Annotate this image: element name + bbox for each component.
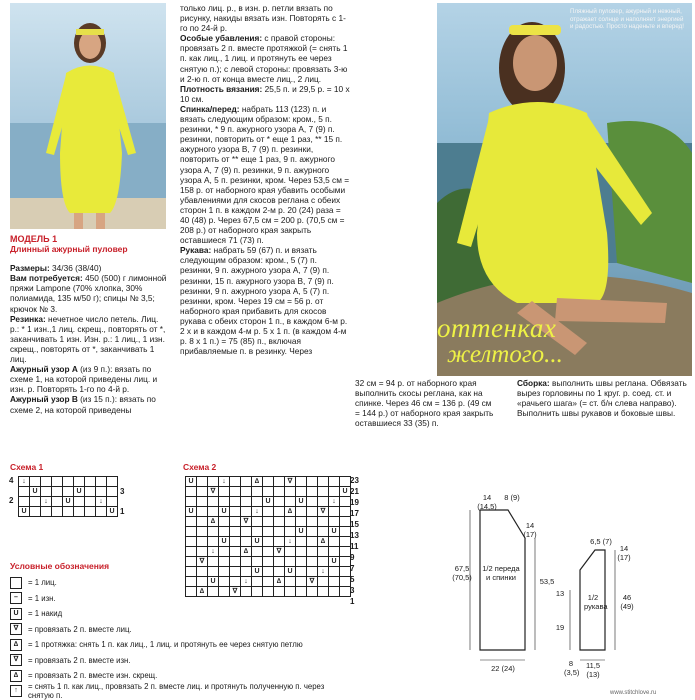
chart-cell (318, 547, 329, 557)
scheme2-row-number: 15 (350, 520, 359, 529)
chart-cell (30, 507, 41, 517)
chart-cell (241, 527, 252, 537)
chart-cell: U (63, 497, 74, 507)
chart-cell (274, 557, 285, 567)
chart-cell (263, 477, 274, 487)
chart-cell (296, 507, 307, 517)
chart-cell (186, 497, 197, 507)
legend-symbol: ∇ (10, 623, 22, 635)
chart-cell (296, 557, 307, 567)
chart-cell: U (74, 487, 85, 497)
chart-cell: U (186, 507, 197, 517)
chart-cell (74, 507, 85, 517)
chart-cell (263, 537, 274, 547)
chart-cell: U (219, 537, 230, 547)
chart-cell (318, 557, 329, 567)
legend-list (10, 575, 340, 699)
chart-cell: U (252, 567, 263, 577)
body-label: 1/2 переда и спинки (482, 564, 520, 582)
chart-cell (241, 477, 252, 487)
chart-cell (197, 477, 208, 487)
chart-cell (252, 547, 263, 557)
chart-cell: U (19, 507, 30, 517)
chart-cell (219, 547, 230, 557)
legend-text: = 1 лиц. (28, 578, 57, 588)
chart-cell (85, 507, 96, 517)
chart-cell (197, 497, 208, 507)
chart-cell (285, 487, 296, 497)
chart-cell (208, 507, 219, 517)
sleeve-bottom: 11,5 (13) (585, 661, 601, 679)
chart-cell (219, 487, 230, 497)
chart-cell (241, 557, 252, 567)
chart-cell (230, 487, 241, 497)
column3-text: 32 см = 94 р. от наборного края выполнить скосы реглана, как на спинке. Через 46 см = 136 р. (49 см = 144 р.) от наборного края закрыть оставшиеся 33 (35) п. (355, 378, 494, 429)
chart-cell (274, 507, 285, 517)
chart-cell: ↓ (96, 497, 107, 507)
chart-cell (252, 557, 263, 567)
chart-cell (52, 497, 63, 507)
chart-cell (329, 477, 340, 487)
photo-caption: Пляжный пуловер, ажурный и нежный, отражает солнце и наполняет энергией и радостью. Просто наденьте и вперед! (570, 8, 685, 31)
chart-cell (197, 527, 208, 537)
chart-cell: ∆ (318, 537, 329, 547)
chart-cell (252, 487, 263, 497)
chart-cell (274, 497, 285, 507)
chart-cell (285, 547, 296, 557)
chart-cell (186, 557, 197, 567)
chart-cell (63, 477, 74, 487)
scheme2-row-number: 13 (350, 531, 359, 540)
chart-cell (318, 477, 329, 487)
chart-cell (41, 487, 52, 497)
chart-cell: U (329, 557, 340, 567)
chart-cell (307, 537, 318, 547)
chart-cell (329, 517, 340, 527)
chart-cell (263, 517, 274, 527)
chart-cell (96, 507, 107, 517)
chart-cell (219, 527, 230, 537)
photo-left (10, 3, 166, 229)
chart-cell (340, 517, 351, 527)
chart-cell: ↓ (285, 537, 296, 547)
intro: только лиц. р., в изн. р. петли вязать по рисунку, накиды вязать изн. Повторять с 1-го по 24-й р. (180, 3, 346, 34)
chart-cell: ∆ (197, 587, 208, 597)
chart-cell (307, 527, 318, 537)
legend-text: = снять 1 п. как лиц., провязать 2 п. вместе лиц. и протянуть полученную п. через снятую п. (28, 682, 325, 700)
chart-cell (208, 527, 219, 537)
sleeve-top: 6,5 (7) (590, 537, 612, 546)
chart-cell (63, 507, 74, 517)
chart-cell: ∆ (274, 577, 285, 587)
chart-cell: ∇ (208, 487, 219, 497)
decreases: Особые убавления: с правой стороны: провязать 2 п. вместе протяжкой (= снять 1 п. как лиц., 1 лиц. и протянуть ее через снятую п.); с левой стороны: провязать 3-ю и 2-ю п. от конца вместе лиц., 2 лиц. (180, 33, 348, 84)
chart-cell: ↓ (329, 497, 340, 507)
legend-item (10, 637, 340, 653)
chart-cell (19, 497, 30, 507)
chart-cell (296, 517, 307, 527)
scheme1-row-3: 3 (120, 487, 125, 496)
model-text (10, 234, 168, 415)
chart-cell (263, 557, 274, 567)
watermark: www.stitchlove.ru (610, 690, 657, 696)
chart-cell (52, 477, 63, 487)
chart-cell (186, 487, 197, 497)
scheme2-title: Схема 2 (183, 462, 217, 472)
model-subtitle: Длинный ажурный пуловер (10, 244, 128, 255)
sleeve-left-mid: 13 (555, 589, 565, 598)
body-right-height: 53,5 (539, 577, 555, 586)
chart-cell: U (340, 487, 351, 497)
chart-cell (285, 557, 296, 567)
chart-cell (241, 497, 252, 507)
chart-cell (107, 477, 118, 487)
chart-cell (274, 537, 285, 547)
chart-cell (230, 517, 241, 527)
legend-symbol: ∆ (10, 670, 22, 682)
chart-cell (208, 477, 219, 487)
chart-cell (274, 487, 285, 497)
chart-cell (307, 477, 318, 487)
legend-item (10, 606, 340, 622)
scheme2-row-number: 9 (350, 553, 355, 562)
chart-cell: ↓ (252, 507, 263, 517)
chart-cell (318, 527, 329, 537)
legend-item (10, 591, 340, 607)
chart-cell (30, 497, 41, 507)
density: Плотность вязания: 25,5 п. и 29,5 р. = 10 х 10 см. (180, 83, 350, 104)
chart-cell: U (186, 477, 197, 487)
back-front: Спинка/перед: набрать 113 (123) п. и вязать следующим образом: кром., 5 п. резинки, * 9 п. ажурного узора А, 7 (9) п. резинки, повторить от * еще 1 раз, ** 15 п. ажурного узора В, 7 (9) п. резинки, повторить от ** еще 1 раз, 9 п. ажурного узора А, 7 (9) п. резинки, 9 п. ажурного узора А, 5 п. резинки, кром. Через 53,5 см = 158 р. от наборного края убавить особыми убавлениями для скосов реглана с обеих сторон 1 п. в каждом 2-м р. 20 (24) раза = 40 (48) р. Через 67,5 см = 200 р. (70,5 см = 208 р.) от наборного края закрыть оставшиеся 71 (73) п. (180, 103, 350, 246)
chart-cell (307, 507, 318, 517)
chart-cell (296, 477, 307, 487)
chart-cell (208, 537, 219, 547)
chart-cell: U (329, 527, 340, 537)
photo-right (437, 3, 692, 376)
assembly-text: Сборка: выполнить швы реглана. Обвязать вырез горловины по 1 круг. р. соед. ст. и «рачьего шага» (= ст. б/н слева направо). Выполнить швы рукавов и боковые швы. (517, 378, 687, 419)
chart-cell (41, 477, 52, 487)
chart-cell (307, 517, 318, 527)
chart-cell (30, 477, 41, 487)
chart-cell (52, 487, 63, 497)
legend-symbol: U (10, 608, 22, 620)
headline-line1: оттенках (437, 313, 557, 343)
chart-cell (241, 487, 252, 497)
chart-cell: U (263, 497, 274, 507)
chart-cell (340, 507, 351, 517)
sizes: Размеры: 34/36 (38/40) (10, 263, 102, 274)
chart-cell (340, 527, 351, 537)
chart-cell (252, 527, 263, 537)
chart-cell (340, 587, 351, 597)
chart-cell (329, 487, 340, 497)
chart-cell: U (296, 497, 307, 507)
chart-cell (340, 567, 351, 577)
legend-text: = 1 накид (28, 609, 63, 619)
chart-cell (340, 477, 351, 487)
chart-cell (230, 547, 241, 557)
chart-cell (296, 487, 307, 497)
chart-cell: ∇ (197, 557, 208, 567)
scheme1-title: Схема 1 (10, 462, 44, 472)
sleeve-left-low: 19 (555, 623, 565, 632)
chart-cell (296, 537, 307, 547)
chart-cell (208, 557, 219, 567)
headline-line2: желтого... (447, 341, 563, 368)
chart-cell (340, 577, 351, 587)
sleeve-right-top: 14 (17) (617, 544, 631, 562)
sleeve-right-height: 46 (49) (620, 593, 634, 611)
chart-cell (340, 497, 351, 507)
chart-cell (307, 557, 318, 567)
legend-text: = провязать 2 п. вместе лиц. (28, 624, 132, 634)
chart-cell (197, 507, 208, 517)
legend-item (10, 668, 340, 684)
chart-cell: U (296, 527, 307, 537)
pattern-a: Ажурный узор А (из 9 п.): вязать по схеме 1, на которой приведены лиц. и изн. р. Повторять 1-го по 4-й р. (10, 364, 158, 395)
chart-cell (329, 547, 340, 557)
legend-title: Условные обозначения (10, 561, 110, 571)
chart-cell: U (285, 567, 296, 577)
chart-cell (274, 517, 285, 527)
chart-cell (230, 537, 241, 547)
chart-cell (85, 477, 96, 487)
legend-symbol: ↑ (10, 685, 22, 697)
scheme2-row-number: 19 (350, 498, 359, 507)
chart-cell: ∆ (208, 517, 219, 527)
chart-cell (230, 527, 241, 537)
legend-item (10, 684, 340, 700)
legend-symbol: – (10, 592, 22, 604)
chart-cell: ∇ (274, 547, 285, 557)
chart-cell (230, 477, 241, 487)
chart-cell (197, 517, 208, 527)
body-left-height: 67,5 (70,5) (452, 564, 472, 582)
scheme1-chart (18, 476, 118, 517)
chart-cell: U (252, 537, 263, 547)
chart-cell (307, 497, 318, 507)
chart-cell: U (219, 507, 230, 517)
scheme2-row-number: 7 (350, 564, 355, 573)
chart-cell (285, 497, 296, 507)
chart-cell (285, 517, 296, 527)
chart-cell (241, 537, 252, 547)
chart-cell (241, 507, 252, 517)
chart-cell (197, 537, 208, 547)
body-top-left: 14 (14,5) (477, 493, 497, 511)
chart-cell (41, 507, 52, 517)
chart-cell (307, 547, 318, 557)
chart-cell (219, 517, 230, 527)
sleeves: Рукава: набрать 59 (67) п. и вязать следующим образом: кром., 5 (7) п. резинки, 9 п. ажурного узора А, 7 (9) п. резинки, 15 п. ажурного узора В, 7 (9) п. резинки, 9 п. ажурного узора А, 5 (7) п. резинки, кром. Через 19 см = 56 р. от наборного края прибавить для скосов рукава с обеих сторон 1 п., в каждом 6-м р. 2 х и в каждом 4-м р. 5 х 1 п. (в каждом 4-м р. 8 х 1 п.) = 75 (85) п., включая прибавляемые п. в резинку. Через (180, 245, 348, 357)
chart-cell (74, 497, 85, 507)
chart-cell (263, 507, 274, 517)
chart-cell (263, 527, 274, 537)
scheme2-row-number: 21 (350, 487, 359, 496)
materials: Вам потребуется: 450 (500) г лимонной пряжи Lampone (70% хлопка, 30% полиамида, 135 м/50 г); спицы № 3,5; крючок № 3. (10, 273, 167, 314)
rib: Резинка: нечетное число петель. Лиц. р.: * 1 изн.,1 лиц. скрещ., повторять от *, заканчивать 1 изн. Изн. р.: 1 лиц., 1 изн. скрещ., повторять от *, заканчивать 1 лиц. (10, 313, 166, 365)
chart-cell: ∇ (285, 477, 296, 487)
chart-cell (107, 497, 118, 507)
sleeve-bottom-left: 8 (3,5) (564, 659, 580, 677)
chart-cell (85, 487, 96, 497)
chart-cell (219, 557, 230, 567)
chart-cell (208, 497, 219, 507)
scheme1-grid (18, 476, 118, 517)
legend-symbol: ∇ (10, 654, 22, 666)
legend-text: = 1 изн. (28, 593, 56, 603)
chart-cell: ↓ (19, 477, 30, 487)
chart-cell (340, 547, 351, 557)
legend-item (10, 575, 340, 591)
chart-cell: ↓ (208, 547, 219, 557)
chart-cell (318, 497, 329, 507)
chart-cell (85, 497, 96, 507)
sleeve-label: 1/2 рукава (584, 593, 608, 611)
chart-cell (296, 547, 307, 557)
chart-cell (230, 507, 241, 517)
chart-cell (318, 487, 329, 497)
chart-cell (186, 517, 197, 527)
chart-cell (230, 557, 241, 567)
chart-cell (329, 507, 340, 517)
chart-cell (186, 527, 197, 537)
chart-cell: ↓ (318, 567, 329, 577)
chart-cell (197, 487, 208, 497)
chart-cell (19, 487, 30, 497)
chart-cell: ∇ (318, 507, 329, 517)
body-bottom: 22 (24) (491, 664, 515, 673)
chart-cell (96, 487, 107, 497)
legend-text: = 1 протяжка: снять 1 п. как лиц., 1 лиц. и протянуть ее через снятую петлю (28, 640, 303, 650)
chart-cell: ∇ (307, 577, 318, 587)
scheme1-row-2: 2 (9, 496, 14, 505)
chart-cell (230, 497, 241, 507)
chart-cell (307, 487, 318, 497)
body-right-top: 14 (17) (523, 521, 537, 539)
scheme2-row-number: 11 (350, 542, 359, 551)
chart-cell (285, 527, 296, 537)
legend-item (10, 622, 340, 638)
legend-item (10, 653, 340, 669)
chart-cell (107, 487, 118, 497)
chart-cell: ∇ (241, 517, 252, 527)
chart-cell (186, 547, 197, 557)
scheme2-row-number: 5 (350, 575, 355, 584)
chart-cell: ∆ (241, 547, 252, 557)
pattern-b: Ажурный узор В (из 15 п.): вязать по схеме 2, на которой приведены (10, 394, 156, 415)
chart-cell (96, 477, 107, 487)
legend-text: = провязать 2 п. вместе изн. скрещ. (28, 671, 158, 681)
chart-cell (263, 487, 274, 497)
chart-cell: ∆ (252, 477, 263, 487)
photo-left-image (10, 3, 166, 229)
chart-cell (186, 537, 197, 547)
chart-cell (318, 517, 329, 527)
legend-symbol: ∆ (10, 639, 22, 651)
scheme2-row-number: 3 (350, 586, 355, 595)
scheme2-row-number: 23 (350, 476, 359, 485)
legend-text: = провязать 2 п. вместе изн. (28, 655, 131, 665)
chart-cell (252, 497, 263, 507)
chart-cell: U (208, 577, 219, 587)
chart-cell (252, 517, 263, 527)
chart-cell (274, 477, 285, 487)
chart-cell (340, 537, 351, 547)
chart-cell (340, 557, 351, 567)
chart-cell (219, 497, 230, 507)
scheme2-row-number: 17 (350, 509, 359, 518)
chart-cell: ∇ (230, 587, 241, 597)
instructions-text (180, 3, 350, 356)
chart-cell: ↓ (241, 577, 252, 587)
chart-cell (74, 477, 85, 487)
chart-cell (274, 527, 285, 537)
chart-cell (63, 487, 74, 497)
chart-cell: ∆ (285, 507, 296, 517)
body-top-right: 8 (9) (504, 493, 520, 502)
chart-cell: ↓ (219, 477, 230, 487)
legend-symbol (10, 577, 22, 589)
scheme1-row-1: 1 (120, 507, 125, 516)
chart-cell (263, 547, 274, 557)
chart-cell: ↓ (41, 497, 52, 507)
chart-cell (197, 547, 208, 557)
scheme2-row-numbers (350, 476, 370, 608)
scheme1-row-4: 4 (9, 476, 14, 485)
scheme2-row-number: 1 (350, 597, 355, 606)
model-title: МОДЕЛЬ 1 (10, 234, 58, 244)
chart-cell (329, 537, 340, 547)
chart-cell: U (107, 507, 118, 517)
chart-cell (52, 507, 63, 517)
chart-cell: U (30, 487, 41, 497)
